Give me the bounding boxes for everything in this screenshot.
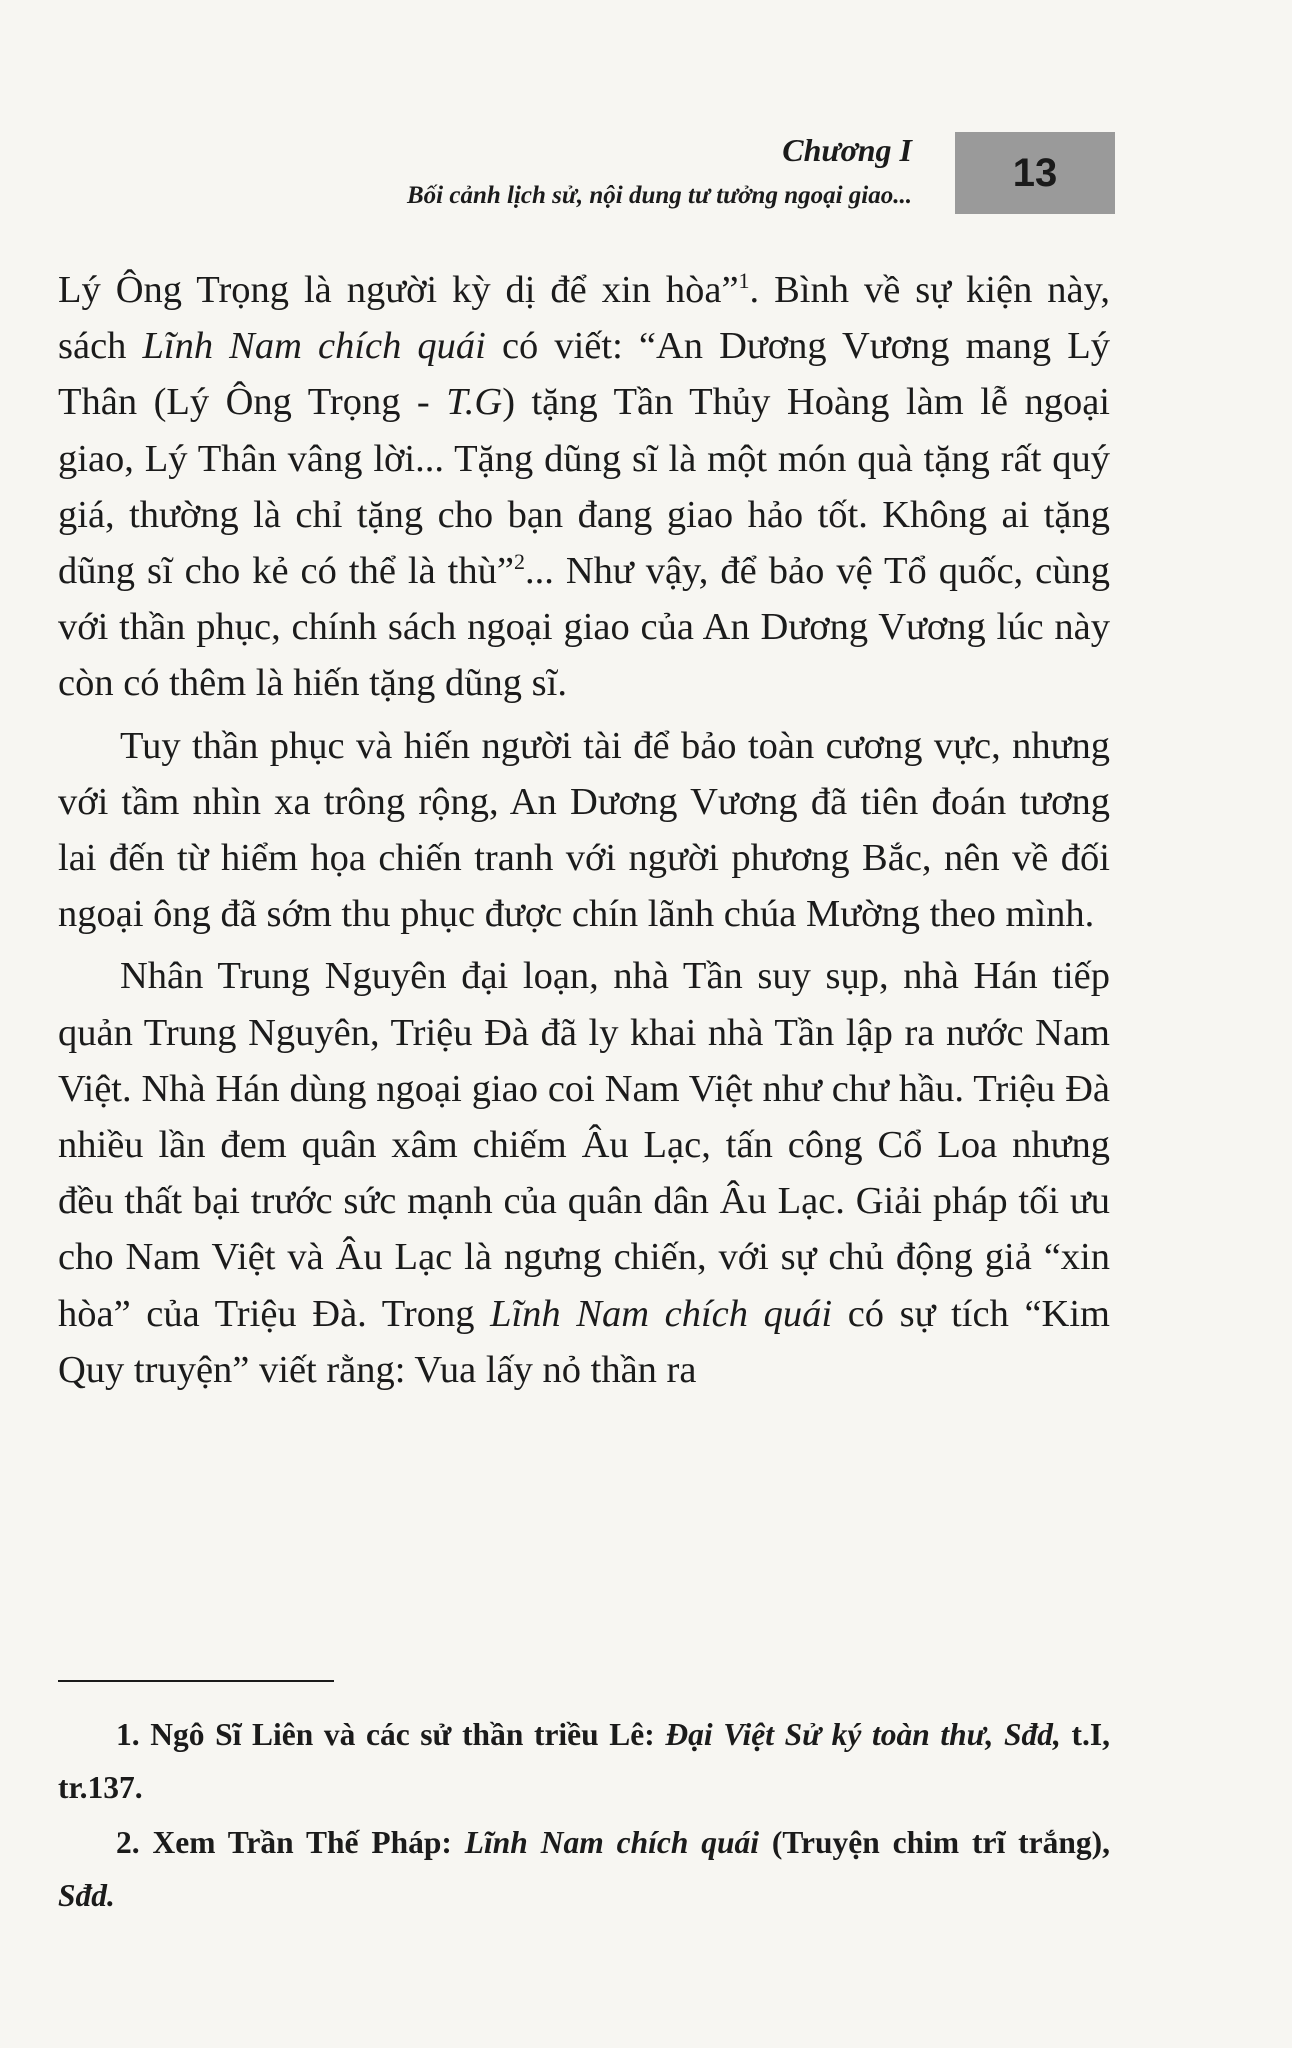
fn2-text-1: 2. Xem Trần Thế Pháp: bbox=[116, 1825, 465, 1860]
p3-book-title: Lĩnh Nam chích quái bbox=[490, 1292, 833, 1335]
fn1-text-2: t.I, tr.137. bbox=[58, 1717, 1111, 1805]
footnote-ref-2: 2 bbox=[513, 549, 525, 575]
chapter-subtitle: Bối cảnh lịch sử, nội dung tư tưởng ngoại giao... bbox=[407, 182, 912, 209]
p3-text-1: Nhân Trung Nguyên đại loạn, nhà Tần suy sụp, nhà Hán tiếp quản Trung Nguyên, Triệu Đà đã ly khai nhà Tần lập ra nước Nam Việt. Nhà Hán dùng ngoại giao coi Nam Việt như chư hầu. Triệu Đà nhiều lần đem quân xâm chiếm Âu Lạc, tấn công Cổ Loa nhưng đều thất bại trước sức mạnh của quân dân Âu Lạc. Giải pháp tối ưu cho Nam Việt và Âu Lạc là ngưng chiến, với sự chủ động giả “xin hòa” của Triệu Đà. Trong bbox=[58, 955, 1110, 1335]
footnote-2 bbox=[58, 1816, 1110, 1922]
fn2-sdd: Sđd. bbox=[58, 1878, 115, 1913]
fn1-source-title: Đại Việt Sử ký toàn thư, Sđd, bbox=[665, 1717, 1061, 1752]
p1-text-2: . Bình về sự kiện này, sách bbox=[58, 269, 1110, 368]
page-number: 13 bbox=[1012, 150, 1058, 195]
paragraph-1 bbox=[58, 262, 1110, 712]
footnote-divider bbox=[58, 1680, 334, 1682]
p1-text-5: ... Như vậy, để bảo vệ Tổ quốc, cùng với thần phục, chính sách ngoại giao của An Dương Vương lúc này còn có thêm là hiến tặng dũng sĩ. bbox=[58, 550, 1110, 705]
footnotes bbox=[58, 1708, 1110, 1924]
fn1-text-1: 1. Ngô Sĩ Liên và các sử thần triều Lê: bbox=[116, 1717, 666, 1752]
running-header bbox=[0, 132, 1292, 222]
p1-text-4: ) tặng Tần Thủy Hoàng làm lễ ngoại giao, Lý Thân vâng lời... Tặng dũng sĩ là một món quà tặng rất quý giá, thường là chỉ tặng cho bạn đang giao hảo tốt. Không ai tặng dũng sĩ cho kẻ có thể là thù” bbox=[58, 381, 1110, 593]
footnote-ref-1: 1 bbox=[738, 268, 750, 294]
p3-text-2: có sự tích “Kim Quy truyện” viết rằng: Vua lấy nỏ thần ra bbox=[58, 1292, 1110, 1391]
fn2-source-title: Lĩnh Nam chích quái bbox=[464, 1825, 759, 1860]
body-text bbox=[58, 262, 1110, 1404]
p1-text-1: Lý Ông Trọng là người kỳ dị để xin hòa” bbox=[58, 269, 739, 311]
fn2-text-2: (Truyện chim trĩ trắng), bbox=[758, 1825, 1110, 1860]
page-number-box bbox=[955, 132, 1115, 214]
p1-text-3: có viết: “An Dương Vương mang Lý Thân (Lý Ông Trọng - bbox=[58, 325, 1110, 424]
paragraph-2: Tuy thần phục và hiến người tài để bảo toàn cương vực, nhưng với tầm nhìn xa trông rộng, An Dương Vương đã tiên đoán tương lai đến từ hiểm họa chiến tranh với người phương Bắc, nên về đối ngoại ông đã sớm thu phục được chín lãnh chúa Mường theo mình. bbox=[58, 724, 1110, 936]
chapter-title: Chương I bbox=[782, 132, 912, 168]
p1-author-note: T.G bbox=[446, 381, 503, 424]
paragraph-3 bbox=[58, 948, 1110, 1398]
p1-book-title: Lĩnh Nam chích quái bbox=[142, 325, 486, 368]
footnote-1 bbox=[58, 1708, 1110, 1814]
